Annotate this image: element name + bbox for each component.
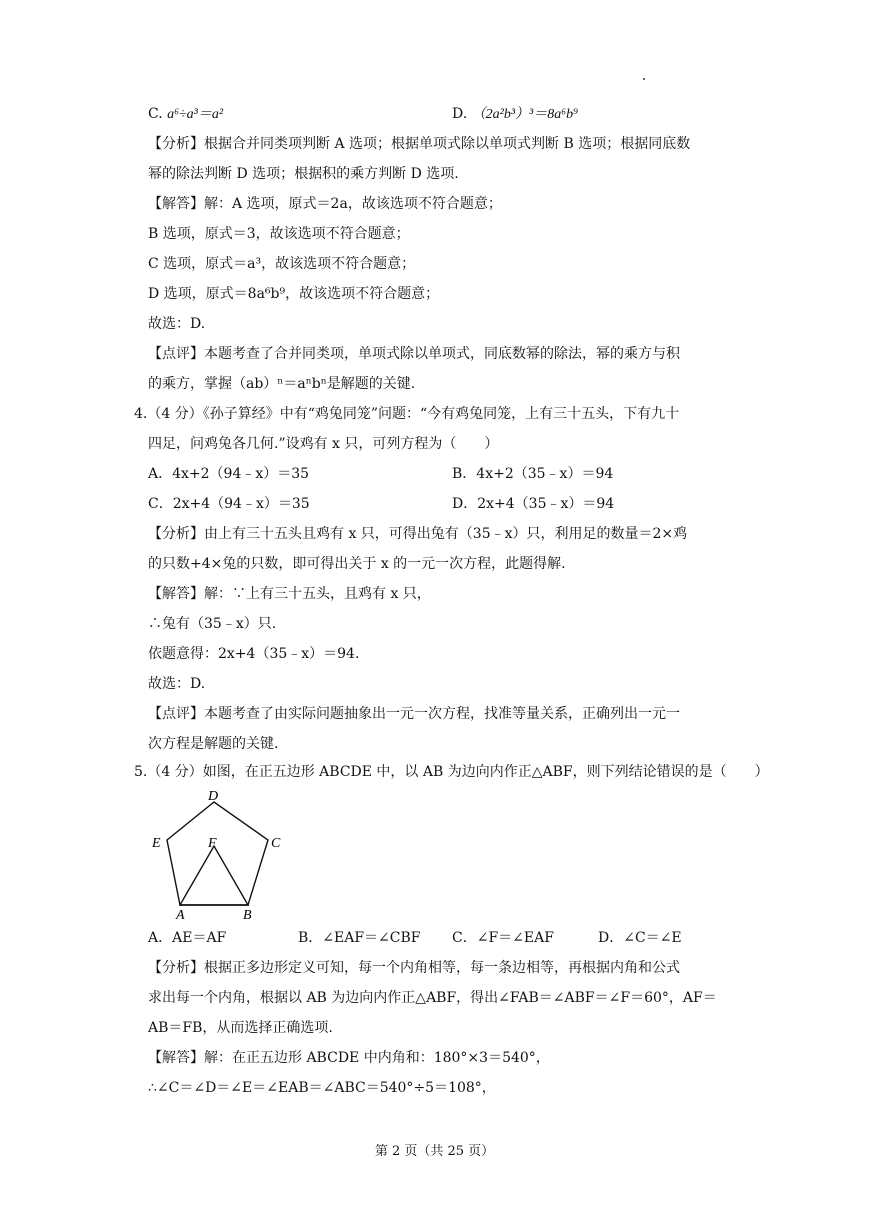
q5-analysis-line-2: 求出每一个内角，根据以 AB 为边向内作正△ABF，得出∠FAB＝∠ABF＝∠F＝60°，AF＝ — [148, 990, 717, 1006]
q3-option-c: C. a⁶÷a³＝a² — [148, 106, 224, 122]
q3-answer-line-3: C 选项，原式＝a³，故该选项不符合题意； — [148, 256, 416, 272]
pentagon-figure — [140, 785, 300, 925]
q5-option-c: C．∠F＝∠EAF — [452, 930, 554, 946]
label-e: E — [152, 836, 161, 851]
q4-option-b: B．4x+2（35﹣x）＝94 — [452, 466, 614, 482]
q4-answer-line-1: 【解答】解：∵上有三十五头，且鸡有 x 只， — [148, 586, 431, 602]
q3-answer-line-2: B 选项，原式＝3，故该选项不符合题意； — [148, 226, 410, 242]
triangle-abf — [180, 846, 248, 905]
q3-comment-line-1: 【点评】本题考查了合并同类项，单项式除以单项式，同底数幂的除法，幂的乘方与积 — [148, 346, 680, 362]
q4-stem-line-2: 四足，问鸡兔各几何.”设鸡有 x 只，可列方程为（ ） — [148, 436, 499, 452]
q5-answer-line-1: 【解答】解：在正五边形 ABCDE 中内角和：180°×3＝540°， — [148, 1050, 550, 1066]
q5-option-b: B．∠EAF＝∠CBF — [298, 930, 421, 946]
q4-option-a: A．4x+2（94﹣x）＝35 — [148, 466, 310, 482]
q3-answer-line-4: D 选项，原式＝8a⁶b⁹，故该选项不符合题意； — [148, 286, 440, 302]
q4-comment-line-1: 【点评】本题考查了由实际问题抽象出一元一次方程，找准等量关系，正确列出一元一 — [148, 706, 680, 722]
label-d: D — [208, 789, 219, 804]
label-a: A — [176, 908, 185, 923]
page-footer: 第 2 页（共 25 页） — [374, 1144, 495, 1159]
q5-option-a: A．AE＝AF — [148, 930, 227, 946]
label-b: B — [243, 908, 252, 923]
q3-option-d: D. （2a²b³）³＝8a⁶b⁹ — [452, 106, 578, 122]
q4-option-d: D．2x+4（35﹣x）＝94 — [452, 496, 615, 512]
q4-analysis-line-2: 的只数+4×兔的只数，即可得出关于 x 的一元一次方程，此题得解. — [148, 556, 566, 572]
q5-stem: 5.（4 分）如图，在正五边形 ABCDE 中，以 AB 为边向内作正△ABF，则下列结论错误的是（ ） — [134, 764, 769, 780]
label-f: F — [208, 836, 217, 851]
q3-analysis-line-1: 【分析】根据合并同类项判断 A 选项；根据单项式除以单项式判断 B 选项；根据同底数 — [148, 136, 691, 152]
q4-choose: 故选：D. — [148, 676, 206, 692]
page-mark — [643, 78, 645, 80]
q5-option-d: D．∠C＝∠E — [598, 930, 682, 946]
q3-answer-line-1: 【解答】解：A 选项，原式＝2a，故该选项不符合题意； — [148, 196, 502, 212]
q5-analysis-line-1: 【分析】根据正多边形定义可知，每一个内角相等，每一条边相等，再根据内角和公式 — [148, 960, 680, 976]
q5-analysis-line-3: AB＝FB，从而选择正确选项. — [148, 1020, 333, 1036]
q5-answer-line-2: ∴∠C＝∠D＝∠E＝∠EAB＝∠ABC＝540°÷5＝108°， — [148, 1080, 496, 1096]
q3-comment-line-2: 的乘方，掌握（ab）ⁿ＝aⁿbⁿ是解题的关键. — [148, 376, 416, 392]
q4-analysis-line-1: 【分析】由上有三十五头且鸡有 x 只，可得出兔有（35﹣x）只，利用足的数量＝2×鸡 — [148, 526, 688, 542]
q4-answer-line-3: 依题意得：2x+4（35﹣x）＝94. — [148, 646, 360, 662]
q4-answer-line-2: ∴兔有（35﹣x）只. — [148, 616, 277, 632]
pentagon-abcde — [167, 802, 268, 905]
q3-analysis-line-2: 幂的除法判断 D 选项；根据积的乘方判断 D 选项. — [148, 166, 459, 182]
label-c: C — [271, 836, 281, 851]
q4-stem-line-1: 4.（4 分）《孙子算经》中有“鸡兔同笼”问题：“今有鸡兔同笼，上有三十五头，下有九十 — [134, 406, 680, 422]
q4-comment-line-2: 次方程是解题的关键. — [148, 736, 279, 752]
q3-choose: 故选：D. — [148, 316, 206, 332]
q4-option-c: C．2x+4（94﹣x）＝35 — [148, 496, 310, 512]
